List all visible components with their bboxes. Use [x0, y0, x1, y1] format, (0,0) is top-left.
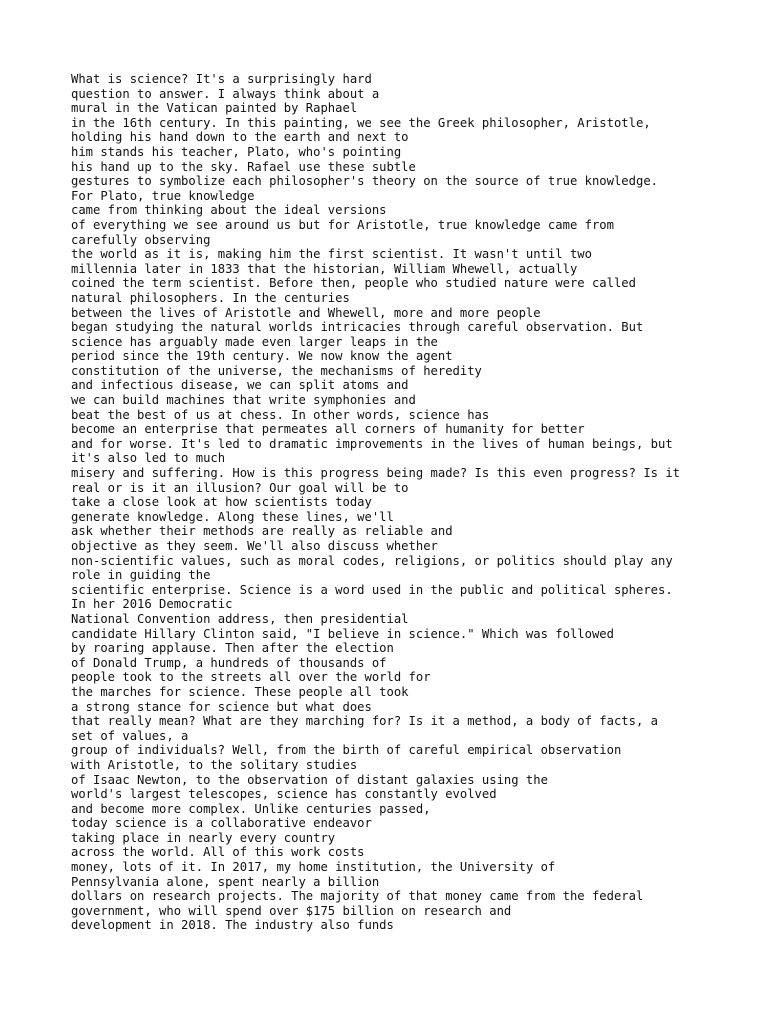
text-line: mural in the Vatican painted by Raphael [71, 101, 358, 116]
text-line: of Isaac Newton, to the observation of distant galaxies using the [71, 772, 548, 787]
text-line: group of individuals? Well, from the birth of careful empirical observation [71, 743, 622, 758]
text-line: his hand up to the sky. Rafael use these subtle [71, 159, 416, 174]
text-line: and become more complex. Unlike centuries passed, [71, 801, 431, 816]
text-line: money, lots of it. In 2017, my home institution, the University of [71, 860, 556, 875]
text-line: take a close look at how scientists today [71, 495, 372, 510]
text-line: become an enterprise that permeates all corners of humanity for better [71, 422, 585, 437]
text-line: period since the 19th century. We now know the agent [71, 349, 453, 364]
text-line: and for worse. It's led to dramatic improvements in the lives of human beings, but [71, 436, 673, 451]
text-line: beat the best of us at chess. In other words, science has [71, 407, 490, 422]
text-line: Pennsylvania alone, spent nearly a billion [71, 874, 380, 889]
text-line: across the world. All of this work costs [71, 845, 365, 860]
text-line: natural philosophers. In the centuries [71, 290, 350, 305]
text-line: people took to the streets all over the world for [71, 670, 431, 685]
text-line: non-scientific values, such as moral codes, religions, or politics should play any [71, 553, 673, 568]
text-line: government, who will spend over $175 billion on research and [71, 903, 512, 918]
text-line: real or is it an illusion? Our goal will be to [71, 480, 409, 495]
text-line: candidate Hillary Clinton said, "I believe in science." Which was followed [71, 626, 614, 641]
text-line: we can build machines that write symphonies and [71, 393, 416, 408]
text-line: scientific enterprise. Science is a word used in the public and political spheres. [71, 582, 673, 597]
text-line: question to answer. I always think about a [71, 86, 380, 101]
text-line: taking place in nearly every country [71, 830, 336, 845]
text-line: development in 2018. The industry also funds [71, 918, 394, 933]
text-line: that really mean? What are they marching for? Is it a method, a body of facts, a [71, 714, 658, 729]
text-line: millennia later in 1833 that the historian, William Whewell, actually [71, 261, 578, 276]
text-line: and infectious disease, we can split atoms and [71, 378, 409, 393]
text-line: misery and suffering. How is this progress being made? Is this even progress? Is it [71, 466, 681, 481]
text-line: in the 16th century. In this painting, we see the Greek philosopher, Aristotle, [71, 115, 651, 130]
text-line: ask whether their methods are really as reliable and [71, 524, 453, 539]
transcript-text [71, 72, 761, 933]
text-line: constitution of the universe, the mechanisms of heredity [71, 363, 482, 378]
text-line: the marches for science. These people all took [71, 684, 409, 699]
text-line: came from thinking about the ideal versions [71, 203, 387, 218]
text-line: today science is a collaborative endeavor [71, 816, 372, 831]
text-line: it's also led to much [71, 451, 226, 466]
text-line: role in guiding the [71, 568, 211, 583]
text-line: coined the term scientist. Before then, people who studied nature were called [71, 276, 636, 291]
text-line: dollars on research projects. The majority of that money came from the federal [71, 889, 644, 904]
text-line: set of values, a [71, 728, 189, 743]
text-line: carefully observing [71, 232, 211, 247]
text-line: National Convention address, then presidential [71, 611, 409, 626]
text-line: gestures to symbolize each philosopher's theory on the source of true knowledge. [71, 174, 658, 189]
text-line: a strong stance for science but what does [71, 699, 372, 714]
text-line: him stands his teacher, Plato, who's pointing [71, 144, 402, 159]
text-line: world's largest telescopes, science has constantly evolved [71, 787, 497, 802]
text-line: For Plato, true knowledge [71, 188, 255, 203]
text-line: began studying the natural worlds intricacies through careful observation. But [71, 320, 644, 335]
text-line: What is science? It's a surprisingly hard [71, 72, 372, 86]
text-line: holding his hand down to the earth and next to [71, 130, 409, 145]
text-line: the world as it is, making him the first scientist. It wasn't until two [71, 247, 592, 262]
text-line: science has arguably made even larger leaps in the [71, 334, 438, 349]
text-line: of everything we see around us but for Aristotle, true knowledge came from [71, 217, 614, 232]
text-line: In her 2016 Democratic [71, 597, 233, 612]
text-line: objective as they seem. We'll also discuss whether [71, 539, 438, 553]
text-line: generate knowledge. Along these lines, we'll [71, 509, 394, 524]
text-line: with Aristotle, to the solitary studies [71, 757, 358, 772]
text-line: between the lives of Aristotle and Whewell, more and more people [71, 305, 541, 320]
text-line: of Donald Trump, a hundreds of thousands of [71, 655, 387, 670]
text-line: by roaring applause. Then after the election [71, 641, 394, 656]
